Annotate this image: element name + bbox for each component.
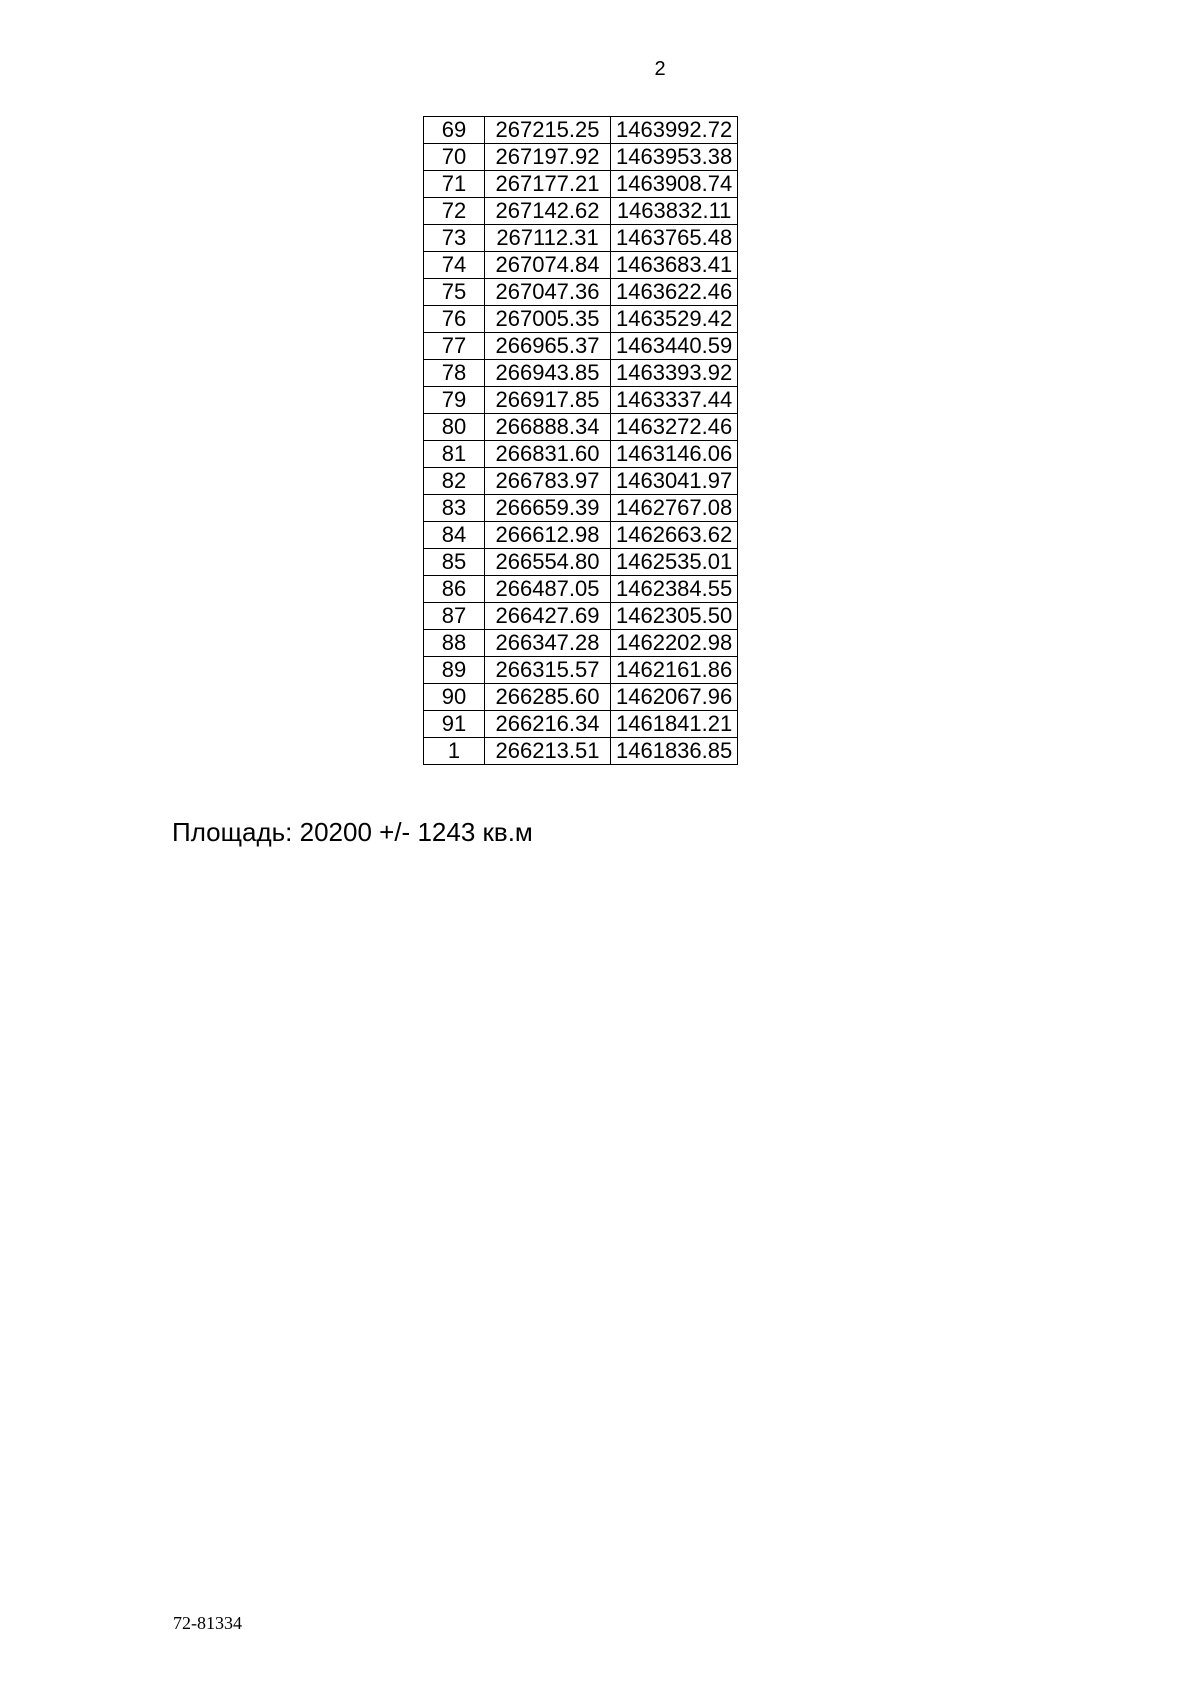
area-text: Площадь: 20200 +/- 1243 кв.м (172, 817, 533, 847)
point-number-cell: 80 (424, 414, 485, 441)
table-row (424, 603, 738, 630)
y-coordinate-cell: 1462305.50 (611, 603, 738, 630)
point-number-cell: 72 (424, 198, 485, 225)
point-number-cell: 69 (424, 117, 485, 144)
point-number-cell: 90 (424, 684, 485, 711)
point-number-cell: 87 (424, 603, 485, 630)
table-row (424, 360, 738, 387)
y-coordinate-cell: 1462767.08 (611, 495, 738, 522)
table-row (424, 171, 738, 198)
table-row (424, 738, 738, 765)
y-coordinate-cell: 1462202.98 (611, 630, 738, 657)
x-coordinate-cell: 266347.28 (485, 630, 611, 657)
x-coordinate-cell: 266213.51 (485, 738, 611, 765)
x-coordinate-cell: 266612.98 (485, 522, 611, 549)
y-coordinate-cell: 1462067.96 (611, 684, 738, 711)
y-coordinate-cell: 1462384.55 (611, 576, 738, 603)
y-coordinate-cell: 1463908.74 (611, 171, 738, 198)
x-coordinate-cell: 266917.85 (485, 387, 611, 414)
y-coordinate-cell: 1463832.11 (611, 198, 738, 225)
table-row (424, 711, 738, 738)
point-number-cell: 84 (424, 522, 485, 549)
table-row (424, 414, 738, 441)
x-coordinate-cell: 266216.34 (485, 711, 611, 738)
x-coordinate-cell: 266554.80 (485, 549, 611, 576)
table-row (424, 657, 738, 684)
table-row (424, 198, 738, 225)
y-coordinate-cell: 1461841.21 (611, 711, 738, 738)
table-row (424, 522, 738, 549)
point-number-cell: 82 (424, 468, 485, 495)
y-coordinate-cell: 1462535.01 (611, 549, 738, 576)
y-coordinate-cell: 1463041.97 (611, 468, 738, 495)
x-coordinate-cell: 266888.34 (485, 414, 611, 441)
x-coordinate-cell: 267047.36 (485, 279, 611, 306)
y-coordinate-cell: 1461836.85 (611, 738, 738, 765)
table-row (424, 684, 738, 711)
point-number-cell: 74 (424, 252, 485, 279)
table-row (424, 630, 738, 657)
x-coordinate-cell: 267074.84 (485, 252, 611, 279)
y-coordinate-cell: 1462663.62 (611, 522, 738, 549)
table-row (424, 306, 738, 333)
point-number-cell: 1 (424, 738, 485, 765)
point-number-cell: 78 (424, 360, 485, 387)
x-coordinate-cell: 266659.39 (485, 495, 611, 522)
table-row (424, 144, 738, 171)
y-coordinate-cell: 1463272.46 (611, 414, 738, 441)
table-row (424, 225, 738, 252)
table-row (424, 117, 738, 144)
y-coordinate-cell: 1463683.41 (611, 252, 738, 279)
y-coordinate-cell: 1463337.44 (611, 387, 738, 414)
point-number-cell: 88 (424, 630, 485, 657)
point-number-cell: 70 (424, 144, 485, 171)
table-row (424, 252, 738, 279)
document-code: 72-81334 (173, 1613, 242, 1633)
page-number: 2 (654, 58, 666, 80)
point-number-cell: 71 (424, 171, 485, 198)
y-coordinate-cell: 1463529.42 (611, 306, 738, 333)
point-number-cell: 73 (424, 225, 485, 252)
point-number-cell: 83 (424, 495, 485, 522)
point-number-cell: 89 (424, 657, 485, 684)
table-row (424, 441, 738, 468)
x-coordinate-cell: 266831.60 (485, 441, 611, 468)
y-coordinate-cell: 1463146.06 (611, 441, 738, 468)
point-number-cell: 85 (424, 549, 485, 576)
table-row (424, 468, 738, 495)
point-number-cell: 75 (424, 279, 485, 306)
x-coordinate-cell: 266965.37 (485, 333, 611, 360)
x-coordinate-cell: 267177.21 (485, 171, 611, 198)
table-row (424, 576, 738, 603)
table-row (424, 495, 738, 522)
point-number-cell: 91 (424, 711, 485, 738)
coordinates-table (423, 116, 738, 765)
y-coordinate-cell: 1462161.86 (611, 657, 738, 684)
y-coordinate-cell: 1463992.72 (611, 117, 738, 144)
y-coordinate-cell: 1463393.92 (611, 360, 738, 387)
table-row (424, 549, 738, 576)
x-coordinate-cell: 267197.92 (485, 144, 611, 171)
y-coordinate-cell: 1463953.38 (611, 144, 738, 171)
table-row (424, 387, 738, 414)
x-coordinate-cell: 267005.35 (485, 306, 611, 333)
point-number-cell: 81 (424, 441, 485, 468)
point-number-cell: 86 (424, 576, 485, 603)
x-coordinate-cell: 267142.62 (485, 198, 611, 225)
x-coordinate-cell: 266315.57 (485, 657, 611, 684)
x-coordinate-cell: 267112.31 (485, 225, 611, 252)
point-number-cell: 76 (424, 306, 485, 333)
x-coordinate-cell: 267215.25 (485, 117, 611, 144)
point-number-cell: 77 (424, 333, 485, 360)
x-coordinate-cell: 266427.69 (485, 603, 611, 630)
x-coordinate-cell: 266943.85 (485, 360, 611, 387)
table-row (424, 333, 738, 360)
coordinates-table-body (424, 117, 738, 765)
y-coordinate-cell: 1463440.59 (611, 333, 738, 360)
point-number-cell: 79 (424, 387, 485, 414)
y-coordinate-cell: 1463765.48 (611, 225, 738, 252)
table-row (424, 279, 738, 306)
y-coordinate-cell: 1463622.46 (611, 279, 738, 306)
x-coordinate-cell: 266783.97 (485, 468, 611, 495)
x-coordinate-cell: 266487.05 (485, 576, 611, 603)
x-coordinate-cell: 266285.60 (485, 684, 611, 711)
